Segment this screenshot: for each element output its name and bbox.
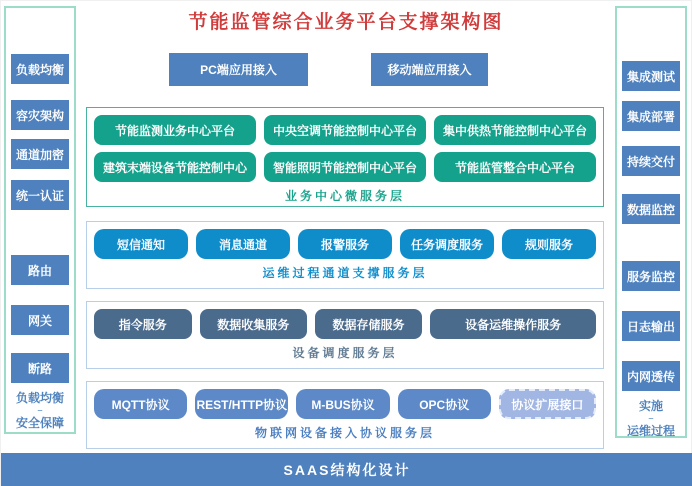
left-node-disaster-recovery: 容灾架构	[11, 100, 69, 130]
protocol-row	[87, 382, 603, 419]
business-row-2	[87, 145, 603, 182]
left-caption-top: 负载均衡	[15, 391, 64, 405]
right-sidebar-caption	[627, 398, 675, 439]
node-central-heating-platform: 集中供热节能控制中心平台	[434, 115, 596, 145]
left-sidebar-caption	[16, 390, 64, 431]
node-supervision-integration-platform: 节能监管整合中心平台	[434, 152, 596, 182]
channel-layer-label: 运维过程通道支撑服务层	[262, 266, 428, 280]
layer-iot-protocol	[86, 381, 604, 449]
node-task-scheduling-service: 任务调度服务	[400, 229, 494, 259]
left-node-circuit-breaker: 断路	[11, 353, 69, 383]
device-layer-label: 设备调度服务层	[292, 346, 398, 360]
node-smart-lighting-platform: 智能照明节能控制中心平台	[264, 152, 426, 182]
right-caption-bottom: 运维过程	[626, 424, 675, 439]
right-node-intranet-passthrough: 内网透传	[622, 361, 680, 391]
left-node-load-balancing: 负载均衡	[11, 54, 69, 84]
node-data-collection-service: 数据收集服务	[200, 309, 307, 339]
node-rule-service: 规则服务	[502, 229, 596, 259]
right-sidebar	[615, 6, 687, 438]
node-energy-monitor-platform: 节能监测业务中心平台	[94, 115, 256, 145]
right-node-integration-deploy: 集成部署	[622, 101, 680, 131]
right-node-data-monitoring: 数据监控	[622, 194, 680, 224]
node-message-channel: 消息通道	[196, 229, 290, 259]
business-layer-label: 业务中心微服务层	[284, 189, 405, 203]
right-caption-dash: –	[648, 413, 654, 424]
node-device-ops-service: 设备运维操作服务	[430, 309, 596, 339]
node-sms-notify: 短信通知	[94, 229, 188, 259]
device-row	[87, 302, 603, 339]
layer-business-center	[86, 107, 604, 207]
access-row	[86, 53, 604, 86]
node-alarm-service: 报警服务	[298, 229, 392, 259]
node-mqtt-protocol: MQTT协议	[94, 389, 187, 419]
node-hvac-control-platform: 中央空调节能控制中心平台	[264, 115, 426, 145]
right-node-integration-test: 集成测试	[622, 61, 680, 91]
business-row-1	[87, 108, 603, 145]
layer-channel-support	[86, 221, 604, 289]
node-pc-access: PC端应用接入	[169, 53, 308, 86]
left-sidebar	[4, 6, 76, 434]
node-data-storage-service: 数据存储服务	[315, 309, 422, 339]
left-node-unified-auth: 统一认证	[11, 180, 69, 210]
left-node-gateway: 网关	[11, 305, 69, 335]
node-opc-protocol: OPC协议	[398, 389, 491, 419]
left-caption-dash: –	[37, 405, 43, 416]
right-caption-top: 实施	[638, 399, 663, 413]
channel-row	[87, 222, 603, 259]
left-node-channel-encryption: 通道加密	[11, 139, 69, 169]
protocol-layer-label: 物联网设备接入协议服务层	[254, 426, 435, 440]
node-mobile-access: 移动端应用接入	[371, 53, 488, 86]
left-node-routing: 路由	[11, 255, 69, 285]
node-protocol-extension: 协议扩展接口	[499, 389, 596, 419]
saas-footer-bar: SAAS结构化设计	[1, 453, 692, 486]
right-node-continuous-delivery: 持续交付	[622, 146, 680, 176]
layer-device-scheduling	[86, 301, 604, 369]
node-rest-http-protocol: REST/HTTP协议	[195, 389, 288, 419]
right-node-log-output: 日志输出	[622, 311, 680, 341]
node-command-service: 指令服务	[94, 309, 192, 339]
node-mbus-protocol: M-BUS协议	[296, 389, 389, 419]
left-caption-bottom: 安全保障	[15, 416, 64, 431]
node-building-terminal-control: 建筑末端设备节能控制中心	[94, 152, 256, 182]
diagram-title: 节能监管综合业务平台支撑架构图	[188, 12, 504, 33]
right-node-service-monitoring: 服务监控	[622, 261, 680, 291]
